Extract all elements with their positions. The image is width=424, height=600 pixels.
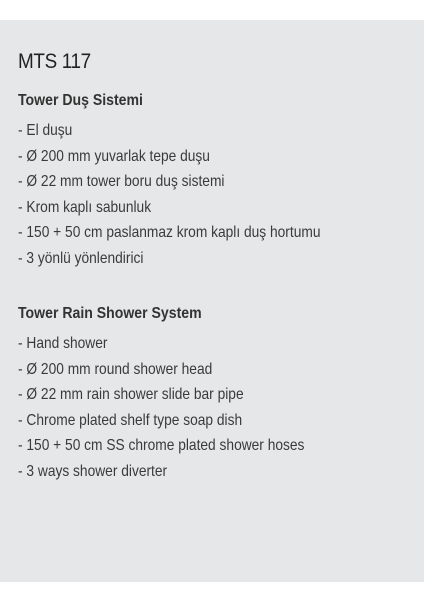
product-spec-panel (0, 20, 424, 582)
list-item: - Ø 200 mm yuvarlak tepe duşu (18, 147, 210, 165)
section-title-english: Tower Rain Shower System (18, 305, 202, 322)
list-item: - Hand shower (18, 335, 108, 352)
list-item: - Ø 22 mm tower boru duş sistemi (18, 173, 225, 190)
list-item: - 3 ways shower diverter (18, 462, 168, 480)
list-item: - Krom kaplı sabunluk (18, 198, 152, 216)
list-item: - Ø 200 mm round shower head (18, 360, 213, 378)
feature-list-turkish (18, 118, 406, 271)
section-title-turkish: Tower Duş Sistemi (18, 92, 143, 109)
model-title: MTS 117 (18, 50, 91, 73)
list-item: - 150 + 50 cm SS chrome plated shower hoses (18, 437, 305, 454)
list-item: - 150 + 50 cm paslanmaz krom kaplı duş hortumu (18, 224, 321, 241)
list-item: - El duşu (18, 122, 73, 139)
list-item: - Chrome plated shelf type soap dish (18, 411, 243, 429)
feature-list-english (18, 331, 406, 484)
list-item: - Ø 22 mm rain shower slide bar pipe (18, 386, 244, 403)
section-english (18, 305, 406, 484)
section-turkish (18, 92, 406, 271)
list-item: - 3 yönlü yönlendirici (18, 249, 144, 267)
